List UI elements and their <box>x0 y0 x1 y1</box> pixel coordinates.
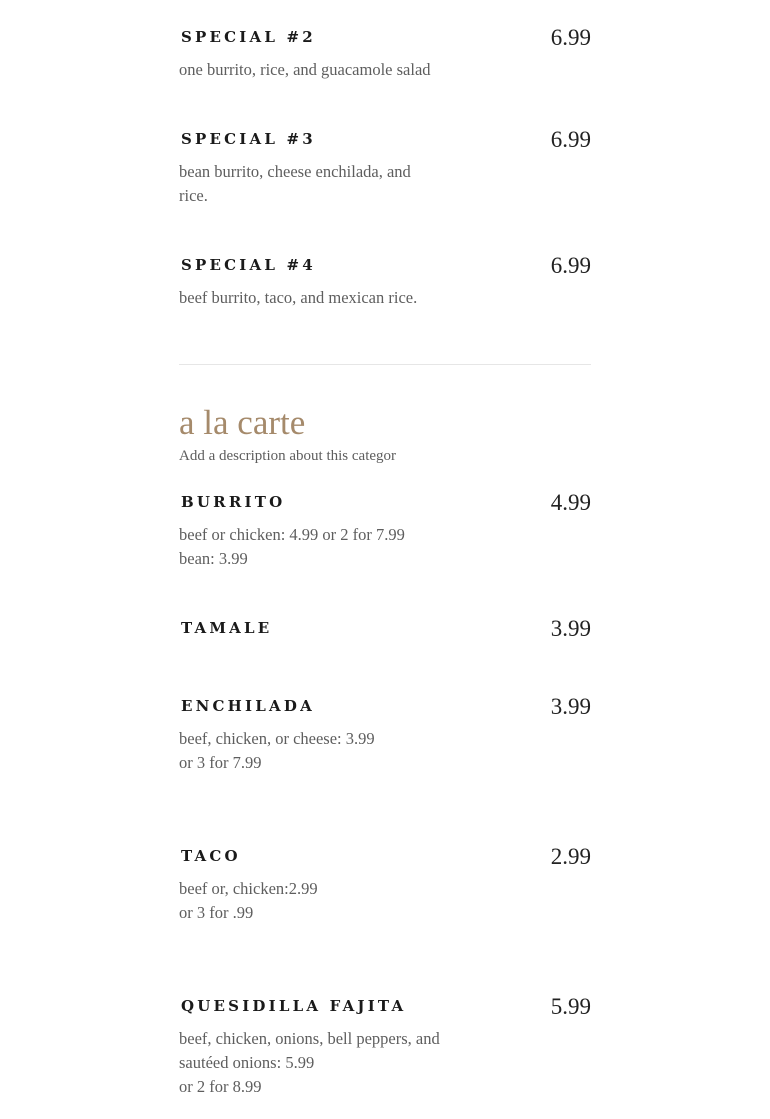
menu-item-name: BURRITO <box>181 493 286 511</box>
menu-item-name: SPECIAL #3 <box>181 130 316 148</box>
category-description: Add a description about this categor <box>179 448 397 464</box>
menu-item-description: beef or, chicken:2.99 or 3 for .99 <box>179 879 318 922</box>
menu-item-price: 3.99 <box>550 616 591 641</box>
menu-item-price: 4.99 <box>550 490 591 515</box>
menu-item-price: 2.99 <box>550 844 591 869</box>
menu-item-description: beef or chicken: 4.99 or 2 for 7.99 bean: 3.99 <box>179 525 405 568</box>
menu-item-name: TACO <box>181 847 241 865</box>
menu-item-name: SPECIAL #4 <box>181 256 316 274</box>
menu-item-price: 3.99 <box>550 694 591 719</box>
section-divider <box>179 364 591 365</box>
menu-item-name: QUESIDILLA FAJITA <box>181 997 407 1015</box>
menu-item-name: SPECIAL #2 <box>181 28 316 46</box>
menu-item-description: bean burrito, cheese enchilada, and rice. <box>179 162 411 205</box>
menu-item-name: TAMALE <box>181 619 273 637</box>
menu-item-price: 5.99 <box>550 994 591 1019</box>
menu-item-description: one burrito, rice, and guacamole salad <box>179 60 431 79</box>
category-title: a la carte <box>179 403 306 442</box>
menu-item-description: beef, chicken, or cheese: 3.99 or 3 for 7.99 <box>179 729 375 772</box>
menu-item-price: 6.99 <box>550 25 591 50</box>
menu-item-description: beef burrito, taco, and mexican rice. <box>179 288 418 307</box>
menu-item-description: beef, chicken, onions, bell peppers, and sautéed onions: 5.99 or 2 for 8.99 <box>179 1029 440 1096</box>
menu-item-name: ENCHILADA <box>181 697 315 715</box>
menu-item-price: 6.99 <box>550 127 591 152</box>
menu-item-price: 6.99 <box>550 253 591 278</box>
